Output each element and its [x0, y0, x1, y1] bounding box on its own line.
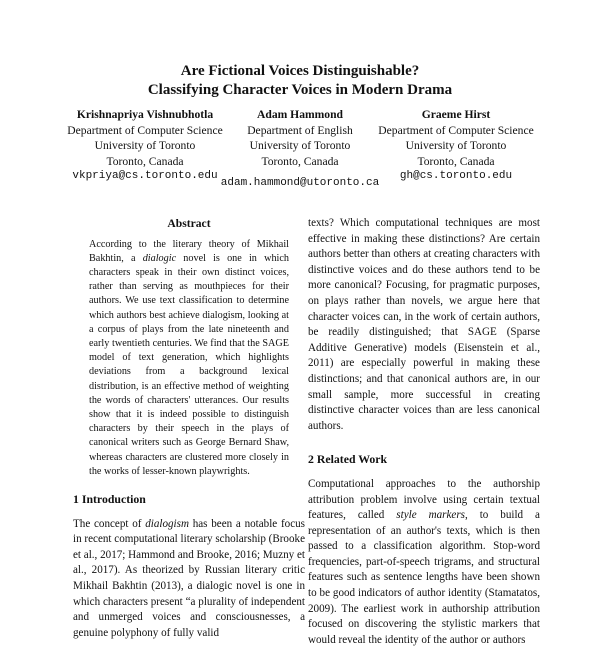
- author-3: [366, 107, 546, 185]
- right-column: [308, 216, 540, 648]
- left-column: [73, 216, 305, 641]
- introduction-text: The concept of dialogism has been a notable focus in recent computational literary scholarship (Brooke et al., 2017; Hammond and Brooke, 2016; Muzny et al., 2017). As theorized by Russian literary critic Mikhail Bakhtin (2013), a dialogic novel is one in which characters present “a plurality of independent and unmerged voices and consciousnesses, a genuine polyphony of fully valid: [73, 517, 306, 639]
- author-location: Toronto, Canada: [261, 154, 339, 168]
- author-univ: University of Toronto: [249, 139, 351, 153]
- related-work-text: Computational approaches to the authorship attribution problem involve using certain textual features, called style markers, to build a representation of an author's texts, which is then passed to a classification algorithm. Stop-word frequencies, part-of-speech trigrams, and structural features such as sentence lengths have been shown to be good indicators of author identity (Stamatatos, 2009). The earliest work in authorship attribution focused on discovering the stylistic markers that would reveal the identity of the author or authors: [308, 477, 540, 646]
- title-line-2: Classifying Character Voices in Modern Drama: [147, 82, 453, 98]
- author-1: [55, 107, 235, 185]
- author-email: gh@cs.toronto.edu: [399, 170, 513, 183]
- paper-title: [0, 62, 600, 100]
- abstract-text: According to the literary theory of Mikhail Bakhtin, a dialogic novel is one in which characters speak in their own distinct voices, rather than serving as mouthpieces for their authors. We use text classification to determine which authors best achieve dialogism, looking at a corpus of plays from the late nineteenth and early twentieth centuries. We find that the SAGE model of text generation, which highlights deviations from a background lexical distribution, is an effective method of weighting the words of characters' utterances. Our results show that it is indeed possible to distinguish characters by their speech in the plays of canonical writers such as George Bernard Shaw, whereas characters are clustered more closely in the works of lesser-known playwrights.: [89, 238, 289, 477]
- author-dept: Department of English: [247, 123, 353, 137]
- author-dept: Department of Computer Science: [67, 123, 223, 137]
- author-univ: University of Toronto: [94, 139, 196, 153]
- author-dept: Department of Computer Science: [378, 123, 534, 137]
- author-name: Graeme Hirst: [421, 108, 491, 121]
- title-line-1: Are Fictional Voices Distinguishable?: [180, 63, 420, 79]
- author-location: Toronto, Canada: [106, 154, 184, 168]
- intro-continuation-text: texts? Which computational techniques are most effective in making these distinctions? Are certain authors better than others at creating characters with distinctive voices and do these authors tend to be more canonical? Focusing, for pragmatic purposes, on plays rather than novels, we argue here that character voices can, in the work of certain authors, be readily distinguished; that SAGE (Sparse Additive Generative) models (Eisenstein et al., 2011) are especially powerful in making these distinctions; and that canonical authors are, in our small sample, more successful in creating distinctive character voices than are less canonical authors.: [308, 217, 540, 432]
- section-heading-introduction: 1 Introduction: [73, 492, 146, 507]
- section-heading-related-work: 2 Related Work: [308, 452, 388, 467]
- author-2-email: adam.hammond@utoronto.ca: [220, 177, 380, 189]
- author-name: Adam Hammond: [257, 108, 343, 121]
- author-location: Toronto, Canada: [417, 154, 495, 168]
- author-univ: University of Toronto: [405, 139, 507, 153]
- author-name: Krishnapriya Vishnubhotla: [76, 108, 214, 121]
- author-email: vkpriya@cs.toronto.edu: [72, 170, 218, 183]
- author-2: [240, 107, 360, 169]
- abstract-heading: Abstract: [167, 217, 211, 230]
